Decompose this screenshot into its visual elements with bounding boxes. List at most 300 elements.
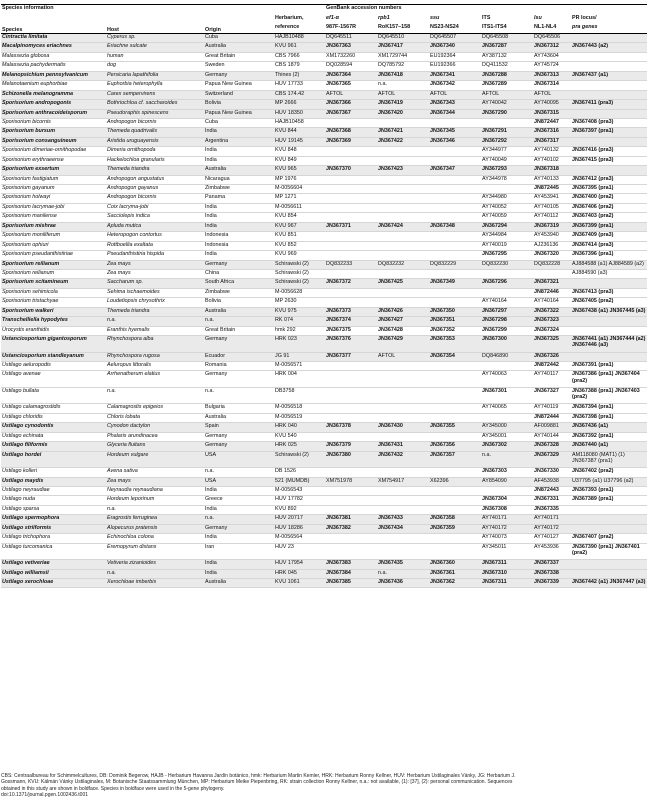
cell-pr: JN367411 (pra3) <box>571 100 647 109</box>
col-herbarium: Herbarium, <box>275 15 304 21</box>
cell-pr <box>571 90 647 99</box>
cell-species: Schizonella melanogramma <box>1 90 106 99</box>
cell-host: Aeluropus littoralis <box>106 361 204 370</box>
cell-origin: Papua New Guinea <box>204 109 274 118</box>
cell-pr: JN367441 (a1) JN367444 (a2) JN367446 (a3) <box>571 336 647 353</box>
cell-host: Pseudanthistiria hispida <box>106 251 204 260</box>
cell-reference: Schirawski (2) <box>274 269 325 278</box>
table-row <box>1 194 647 203</box>
cell-rpb1 <box>377 387 429 404</box>
cell-pr: JN367408 (pra3) <box>571 118 647 127</box>
cell-pr: JN367413 (pra3) <box>571 288 647 297</box>
cell-pr <box>571 279 647 288</box>
table-row <box>1 442 647 451</box>
cell-ssu: JN367348 <box>429 222 481 231</box>
cell-reference: CBS 1879 <box>274 62 325 71</box>
cell-reference: KVU 854 <box>274 213 325 222</box>
cell-rpb1: DQ785792 <box>377 62 429 71</box>
cell-ssu: JN367346 <box>429 137 481 146</box>
cell-pr: JN367436 (a1) <box>571 423 647 432</box>
cell-ssu <box>429 118 481 127</box>
table-row <box>1 288 647 297</box>
cell-host: Andropogon angustatus <box>106 175 204 184</box>
cell-origin: China <box>204 269 274 278</box>
cell-ef1a <box>325 194 377 203</box>
cell-ef1a: JN367377 <box>325 352 377 361</box>
cell-its: JN367308 <box>481 505 533 514</box>
cell-ssu <box>429 543 481 560</box>
cell-pr <box>571 109 647 118</box>
cell-host: Carex sempervirens <box>106 90 204 99</box>
table-row <box>1 451 647 468</box>
cell-ef1a: DQ028594 <box>325 62 377 71</box>
cell-rpb1: JN367426 <box>377 307 429 316</box>
cell-rpb1: JN367429 <box>377 336 429 353</box>
cell-pr: JN367389 (pra1) <box>571 496 647 505</box>
cell-rpb1: JN367425 <box>377 279 429 288</box>
cell-reference: RK 074 <box>274 317 325 326</box>
cell-its: DQ832230 <box>481 260 533 269</box>
cell-pr: JN367398 (pra1) <box>571 413 647 422</box>
table-row <box>1 213 647 222</box>
cell-rpb1: JN367433 <box>377 515 429 524</box>
cell-host: human <box>106 52 204 61</box>
cell-lsu: JN367328 <box>533 442 571 451</box>
cell-lsu: JN872442 <box>533 361 571 370</box>
cell-lsu: AY740105 <box>533 203 571 212</box>
cell-ssu <box>429 486 481 495</box>
cell-its: JN367298 <box>481 317 533 326</box>
cell-ef1a: JN367376 <box>325 336 377 353</box>
cell-origin: India <box>204 203 274 212</box>
cell-lsu: JN367330 <box>533 468 571 477</box>
cell-species: Malassezia pachydermatis <box>1 62 106 71</box>
cell-its: JN367300 <box>481 336 533 353</box>
cell-ssu <box>429 371 481 388</box>
cell-pr <box>571 166 647 175</box>
cell-its: n.a. <box>481 451 533 468</box>
cell-ssu <box>429 156 481 165</box>
cell-lsu: JN367329 <box>533 451 571 468</box>
cell-lsu: AY740117 <box>533 371 571 388</box>
cell-rpb1: XM1729744 <box>377 52 429 61</box>
table-row <box>1 279 647 288</box>
cell-rpb1 <box>377 496 429 505</box>
cell-lsu: JN367316 <box>533 128 571 137</box>
cell-ef1a <box>325 432 377 441</box>
genbank-header: GenBank accession numbers <box>325 5 647 16</box>
cell-reference: KVU 1061 <box>274 578 325 587</box>
table-row <box>1 496 647 505</box>
table-row <box>1 423 647 432</box>
cell-reference: HUV 19145 <box>274 137 325 146</box>
cell-host: Echinochloa colona <box>106 534 204 543</box>
cell-reference: MP 1271 <box>274 194 325 203</box>
cell-host: dog <box>106 62 204 71</box>
col-its: ITS <box>482 15 491 21</box>
cell-origin: USA <box>204 477 274 486</box>
cell-origin: South Africa <box>204 279 274 288</box>
cell-lsu: JN367314 <box>533 81 571 90</box>
table-row <box>1 560 647 569</box>
cell-origin: India <box>204 213 274 222</box>
cell-lsu: AY740132 <box>533 147 571 156</box>
cell-ssu: JN367340 <box>429 43 481 52</box>
cell-species: Ustilago vetiveriae <box>1 560 106 569</box>
table-row <box>1 166 647 175</box>
cell-lsu: JN367315 <box>533 109 571 118</box>
cell-its: AY345000 <box>481 423 533 432</box>
cell-pr: JN367443 (a2) <box>571 43 647 52</box>
cell-species: Sporisorium moniliferum <box>1 232 106 241</box>
cell-origin: India <box>204 222 274 231</box>
cell-ef1a <box>325 413 377 422</box>
cell-ssu: JN367343 <box>429 100 481 109</box>
cell-rpb1: AFTOL <box>377 90 429 99</box>
cell-pr <box>571 326 647 335</box>
table-row <box>1 222 647 231</box>
table-row <box>1 413 647 422</box>
cell-lsu: JN872447 <box>533 118 571 127</box>
cell-pr: JN367407 (pra2) <box>571 534 647 543</box>
cell-lsu: AY740095 <box>533 100 571 109</box>
cell-reference: HRK 025 <box>274 442 325 451</box>
cell-ssu <box>429 534 481 543</box>
cell-host: Hackelochloa granularis <box>106 156 204 165</box>
table-row <box>1 543 647 560</box>
cell-reference: Schirawski (2) <box>274 279 325 288</box>
cell-species: Sporisorium anthracoideisporum <box>1 109 106 118</box>
cell-ef1a: XM1732260 <box>325 52 377 61</box>
cell-its: JN367304 <box>481 496 533 505</box>
col-lsu: lsu <box>534 15 542 21</box>
cell-pr: JN367396 (pra1) <box>571 251 647 260</box>
table-row <box>1 534 647 543</box>
table-row <box>1 326 647 335</box>
cell-rpb1: JN367421 <box>377 128 429 137</box>
cell-origin: Romania <box>204 361 274 370</box>
cell-ssu <box>429 361 481 370</box>
col-its-primer: ITS1-ITS4 <box>481 24 533 34</box>
cell-lsu: AY740164 <box>533 298 571 307</box>
cell-species: Sporisorium reilianum <box>1 260 106 269</box>
cell-reference: KVU 852 <box>274 241 325 250</box>
cell-host: Xerochloae imberbis <box>106 578 204 587</box>
cell-species: Ustanciosporium standleyanum <box>1 352 106 361</box>
cell-reference: HRK 040 <box>274 423 325 432</box>
cell-species: Malassezia globosa <box>1 52 106 61</box>
cell-ssu <box>429 468 481 477</box>
table-row <box>1 524 647 533</box>
cell-lsu: DQ645506 <box>533 34 571 43</box>
cell-its: DQ645508 <box>481 34 533 43</box>
cell-pr: JN367400 (pra2) <box>571 194 647 203</box>
cell-ssu <box>429 213 481 222</box>
cell-pr: JN367414 (pra3) <box>571 241 647 250</box>
cell-reference: HUV 17782 <box>274 496 325 505</box>
cell-ssu: JN367358 <box>429 515 481 524</box>
cell-origin: Australia <box>204 307 274 316</box>
cell-ef1a <box>325 298 377 307</box>
cell-reference: HRK 045 <box>274 569 325 578</box>
cell-lsu: JN367312 <box>533 43 571 52</box>
cell-ef1a: JN367370 <box>325 166 377 175</box>
species-information-header: Species information <box>1 5 325 16</box>
cell-rpb1: JN367419 <box>377 100 429 109</box>
cell-pr <box>571 62 647 71</box>
cell-species: Sporisorium fastigiatum <box>1 175 106 184</box>
table-footnote <box>1 773 645 798</box>
cell-rpb1: JN367417 <box>377 43 429 52</box>
table-row <box>1 100 647 109</box>
cell-pr: JN367409 (pra3) <box>571 232 647 241</box>
cell-reference: hmk 292 <box>274 326 325 335</box>
cell-ssu: JN367361 <box>429 569 481 578</box>
cell-pr: JN367394 (pra1) <box>571 404 647 413</box>
cell-origin: Ecuador <box>204 352 274 361</box>
accession-table <box>1 4 647 588</box>
col-origin: Origin <box>204 15 274 34</box>
cell-host: Alopecurus pratensis <box>106 524 204 533</box>
cell-reference: M-0056518 <box>274 404 325 413</box>
cell-origin: India <box>204 251 274 260</box>
cell-pr: JN367412 (pra3) <box>571 175 647 184</box>
cell-lsu: AY740127 <box>533 534 571 543</box>
cell-species: Ustilago williamsii <box>1 569 106 578</box>
table-row <box>1 298 647 307</box>
cell-origin: Zimbabwe <box>204 288 274 297</box>
cell-ssu: DQ645507 <box>429 34 481 43</box>
footnote-line-3: obtained in this study are shown in boldface. Species in boldface were used in the 5-gene phylogeny. <box>1 785 225 792</box>
cell-ssu <box>429 251 481 260</box>
table-row <box>1 468 647 477</box>
cell-ef1a <box>325 534 377 543</box>
cell-ssu: JN367362 <box>429 578 481 587</box>
cell-rpb1: JN367428 <box>377 326 429 335</box>
cell-origin: n.a. <box>204 317 274 326</box>
table-row <box>1 404 647 413</box>
cell-its: JN367290 <box>481 109 533 118</box>
cell-host: Dimeria ornithopoda <box>106 147 204 156</box>
cell-host: Avena sativa <box>106 468 204 477</box>
table-row <box>1 251 647 260</box>
cell-its: DQ411532 <box>481 62 533 71</box>
cell-origin: Australia <box>204 413 274 422</box>
cell-its: JN367311 <box>481 578 533 587</box>
cell-host: Coix lacryma-jobi <box>106 203 204 212</box>
cell-its: JN367310 <box>481 569 533 578</box>
cell-rpb1: JN367435 <box>377 560 429 569</box>
table-row <box>1 175 647 184</box>
cell-origin: n.a. <box>204 515 274 524</box>
cell-species: Macalpinomyces eriachnes <box>1 43 106 52</box>
cell-species: Ustilago sparsa <box>1 505 106 514</box>
cell-species: Sporisorium tristachyae <box>1 298 106 307</box>
cell-rpb1: DQ645510 <box>377 34 429 43</box>
cell-host: Eriachne sulcate <box>106 43 204 52</box>
cell-origin: n.a. <box>204 468 274 477</box>
cell-rpb1 <box>377 251 429 260</box>
cell-pr: JN367416 (pra3) <box>571 147 647 156</box>
cell-rpb1: XM754917 <box>377 477 429 486</box>
cell-species: Ustilago hordei <box>1 451 106 468</box>
cell-species: Ustilago striiformis <box>1 524 106 533</box>
cell-host: Eranthis hyemalis <box>106 326 204 335</box>
cell-its: AY387132 <box>481 52 533 61</box>
cell-origin: India <box>204 505 274 514</box>
cell-ef1a <box>325 269 377 278</box>
cell-ssu <box>429 232 481 241</box>
cell-reference: KVU 844 <box>274 128 325 137</box>
cell-origin: Great Britain <box>204 52 274 61</box>
cell-its <box>481 185 533 194</box>
cell-host: Rhynchospora rugosa <box>106 352 204 361</box>
cell-its: JN367287 <box>481 43 533 52</box>
cell-ef1a <box>325 118 377 127</box>
cell-lsu: JN367339 <box>533 578 571 587</box>
cell-rpb1 <box>377 175 429 184</box>
cell-species: Ustilago turcomanica <box>1 543 106 560</box>
cell-ef1a: JN367381 <box>325 515 377 524</box>
col-species: Species <box>1 15 106 34</box>
cell-its: DQ846890 <box>481 352 533 361</box>
cell-rpb1 <box>377 147 429 156</box>
cell-ssu: JN367353 <box>429 336 481 353</box>
cell-ssu <box>429 241 481 250</box>
cell-rpb1 <box>377 288 429 297</box>
cell-origin: Bulgaria <box>204 404 274 413</box>
cell-species: Transchelliella hypodytes <box>1 317 106 326</box>
cell-its: AY740019 <box>481 241 533 250</box>
cell-pr: JN367390 (pra1) JN367401 (pra2) <box>571 543 647 560</box>
cell-ef1a <box>325 213 377 222</box>
footnote-line-2: Gossmann, KVU: Kálmán Vánky Ustilaginales, M: Botanische Staatssammlung München, MP: Herbarium Meike Piepenbring, RK: strain collection Ronny Kellner, n.a.: not available, (1): [37], (2): personal communication. Sequences <box>1 779 513 786</box>
cell-ef1a: JN367365 <box>325 81 377 90</box>
cell-rpb1: JN367420 <box>377 109 429 118</box>
cell-its: JN367311 <box>481 560 533 569</box>
cell-rpb1 <box>377 269 429 278</box>
cell-rpb1 <box>377 213 429 222</box>
cell-ef1a: JN367375 <box>325 326 377 335</box>
col-ssu-primer: NS23-NS24 <box>429 24 481 34</box>
cell-origin: Zimbabwe <box>204 185 274 194</box>
cell-origin: India <box>204 128 274 137</box>
cell-ssu <box>429 298 481 307</box>
cell-pr: JN367388 (pra1) JN367403 (pra2) <box>571 387 647 404</box>
cell-reference: HAJB10458 <box>274 118 325 127</box>
cell-host: Arrhenatherum elatius <box>106 371 204 388</box>
table-row <box>1 43 647 52</box>
cell-rpb1: JN367436 <box>377 578 429 587</box>
cell-ef1a <box>325 147 377 156</box>
cell-ef1a: JN367382 <box>325 524 377 533</box>
cell-species: Ustilago echinata <box>1 432 106 441</box>
cell-host: Pseudoraphis spinescens <box>106 109 204 118</box>
cell-its <box>481 269 533 278</box>
table-row <box>1 232 647 241</box>
cell-its: AY344984 <box>481 232 533 241</box>
cell-reference: HUV 18350 <box>274 109 325 118</box>
cell-pr: U37795 (a1) U37796 (a2) <box>571 477 647 486</box>
cell-its: AY740073 <box>481 534 533 543</box>
table-row <box>1 515 647 524</box>
cell-ssu: JN367359 <box>429 524 481 533</box>
cell-species: Ustilago avenae <box>1 371 106 388</box>
cell-pr: JN367437 (a1) <box>571 71 647 80</box>
table-row <box>1 109 647 118</box>
cell-ef1a <box>325 232 377 241</box>
cell-lsu: JN367326 <box>533 352 571 361</box>
cell-rpb1 <box>377 404 429 413</box>
table-row <box>1 269 647 278</box>
cell-lsu: AY740172 <box>533 524 571 533</box>
cell-host: Apluda mutica <box>106 222 204 231</box>
cell-reference: Thines (2) <box>274 71 325 80</box>
table-row <box>1 203 647 212</box>
cell-host: Andropogon bicornis <box>106 118 204 127</box>
cell-pr <box>571 352 647 361</box>
cell-origin: India <box>204 156 274 165</box>
cell-rpb1 <box>377 232 429 241</box>
cell-host: Euphorbia heterophylla <box>106 81 204 90</box>
cell-ssu: JN367352 <box>429 326 481 335</box>
cell-pr: JN367406 (pra2) <box>571 203 647 212</box>
cell-species: Ustilago bullata <box>1 387 106 404</box>
cell-ef1a: XM751978 <box>325 477 377 486</box>
cell-reference: KVU 965 <box>274 166 325 175</box>
cell-its: JN367294 <box>481 222 533 231</box>
cell-rpb1 <box>377 486 429 495</box>
table-row <box>1 90 647 99</box>
cell-origin: Great Britain <box>204 326 274 335</box>
cell-rpb1 <box>377 432 429 441</box>
cell-its: JN367297 <box>481 307 533 316</box>
cell-ssu <box>429 175 481 184</box>
cell-reference: JG 91 <box>274 352 325 361</box>
cell-origin: Germany <box>204 432 274 441</box>
cell-ef1a: JN367366 <box>325 100 377 109</box>
cell-ssu <box>429 194 481 203</box>
cell-pr <box>571 524 647 533</box>
cell-species: Ustilago xerochloae <box>1 578 106 587</box>
table-row <box>1 307 647 316</box>
cell-pr: JN367403 (pra2) <box>571 213 647 222</box>
cell-its: JN367289 <box>481 81 533 90</box>
cell-origin: Switzerland <box>204 90 274 99</box>
cell-pr <box>571 515 647 524</box>
cell-ssu <box>429 496 481 505</box>
cell-species: Sporisorium walkeri <box>1 307 106 316</box>
cell-reference: M-0056519 <box>274 413 325 422</box>
cell-host: Andropogon gayanus <box>106 185 204 194</box>
cell-origin: Nicaragua <box>204 175 274 184</box>
cell-origin: Bolivia <box>204 100 274 109</box>
cell-lsu: AF453938 <box>533 477 571 486</box>
cell-reference: KVU 969 <box>274 251 325 260</box>
cell-host: Neyraudia reynaudiana <box>106 486 204 495</box>
cell-its: AY345001 <box>481 432 533 441</box>
cell-species: Sporisorium holwayi <box>1 194 106 203</box>
col-ef1a: ef1-α <box>326 15 339 21</box>
cell-ssu <box>429 269 481 278</box>
cell-rpb1 <box>377 298 429 307</box>
col-pr-sub: pra genes <box>571 24 647 34</box>
cell-ef1a <box>325 241 377 250</box>
cell-host: Chloris lobata <box>106 413 204 422</box>
cell-origin: Indonesia <box>204 241 274 250</box>
cell-rpb1 <box>377 534 429 543</box>
cell-rpb1: JN367430 <box>377 423 429 432</box>
